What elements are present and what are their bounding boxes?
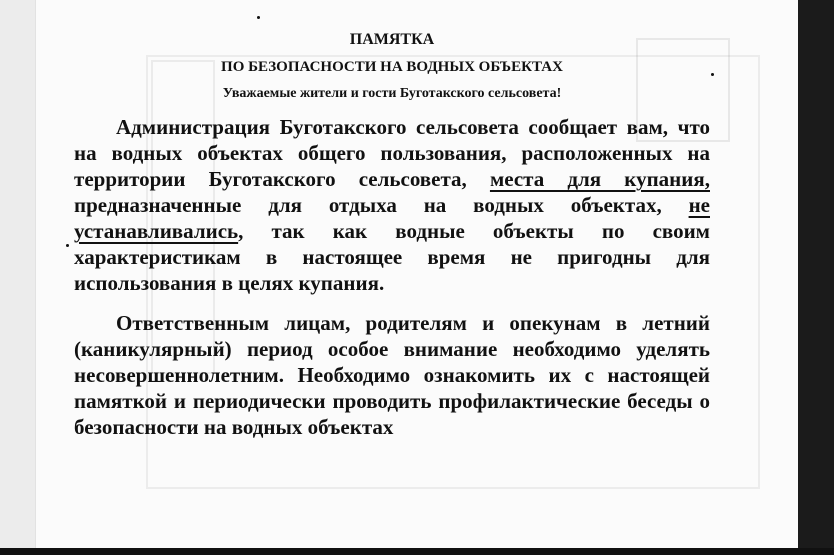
scanner-edge-shadow bbox=[798, 0, 834, 555]
document-content bbox=[74, 27, 710, 440]
underlined-phrase-1: места для купания, bbox=[489, 167, 710, 191]
scan-speck bbox=[66, 244, 69, 247]
document-title: ПАМЯТКА bbox=[349, 31, 435, 48]
greeting-line: Уважаемые жители и гости Буготакского сельсовета! bbox=[222, 86, 562, 101]
paragraph-1-part-3: , так как водные объекты по своим характеристикам в настоящее время не пригодны для использования в целях купания. bbox=[74, 219, 710, 295]
underlined-phrase-2: не устанавливались bbox=[74, 193, 710, 243]
paragraph-2: Ответственным лицам, родителям и опекунам в летний (каникулярный) период особое внимание необходимо уделять несовершеннолетним. Необходимо ознакомить их с настоящей памяткой и периодически проводить профилактические беседы о безопасности на водных объектах bbox=[74, 311, 710, 439]
document-subtitle: ПО БЕЗОПАСНОСТИ НА ВОДНЫХ ОБЪЕКТАХ bbox=[221, 59, 563, 75]
paper-sheet bbox=[36, 0, 798, 548]
paragraph-1-part-2: предназначенные для отдыха на водных объектах, bbox=[74, 193, 689, 217]
paragraph-1 bbox=[74, 114, 710, 296]
scan-speck bbox=[257, 16, 260, 19]
scanner-edge-shadow bbox=[0, 548, 834, 555]
paragraph-1-part-1: Администрация Буготакского сельсовета сообщает вам, что на водных объектах общего пользования, расположенных на территории Буготакского сельсовета, bbox=[74, 115, 710, 191]
scan-speck bbox=[711, 73, 714, 76]
